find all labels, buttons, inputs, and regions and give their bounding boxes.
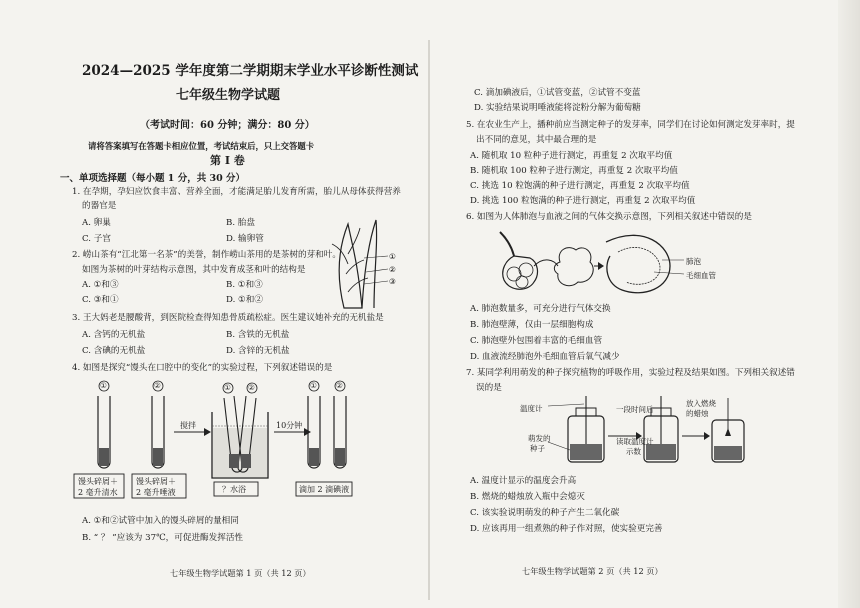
bath-label: ？水浴 — [222, 485, 246, 494]
q2-option-a: A. ①和③ — [82, 280, 119, 290]
seeds-label-2: 种子 — [530, 444, 545, 453]
section-heading: 一、单项选择题（每小题 1 分，共 30 分） — [60, 173, 246, 184]
seeds-label-1: 萌发的 — [528, 434, 551, 443]
tube-mark-2: ② — [154, 381, 161, 390]
leaf-bud-figure — [318, 214, 398, 310]
q7-option-b: B. 燃烧的蜡烛放入瓶中会熄灭 — [470, 492, 585, 502]
q2-stem-line1: 2. 崂山茶有“江北第一名茶”的美誉，制作崂山茶用的是茶树的芽和叶。 — [72, 250, 341, 260]
q4-option-a: A. ①和②试管中加入的馒头碎屑的量相同 — [82, 516, 239, 526]
q4-option-c: C. 滴加碘液后，①试管变蓝，②试管不变蓝 — [474, 88, 641, 98]
candle-label-2: 的蜡烛 — [686, 409, 709, 418]
q7-option-c: C. 该实验说明萌发的种子产生二氧化碳 — [470, 508, 620, 518]
exam-subtitle: 七年级生物学试题 — [176, 88, 281, 103]
q1-stem-line1: 1. 在孕期，孕妇应饮食丰富、营养全面，才能满足胎儿发育所需，胎儿从母体获得营养 — [72, 187, 401, 197]
q3-option-a: A. 含钙的无机盐 — [82, 330, 146, 340]
time-label: 10分钟 — [276, 421, 303, 430]
q3-option-c: C. 含碘的无机盐 — [82, 346, 146, 356]
q7-stem-line2: 误的是 — [476, 383, 502, 393]
q4-option-b: B. “ ？ ”应该为 37℃，可促进酶发挥活性 — [82, 533, 244, 543]
capillary-label: 毛细血管 — [686, 271, 716, 280]
tube-mark-1b: ① — [224, 383, 231, 392]
q3-stem: 3. 王大妈老是腰酸背，到医院检查得知患骨质疏松症。医生建议她补充的无机盐是 — [72, 313, 384, 323]
tube-mark-2c: ② — [336, 381, 343, 390]
alveoli-figure — [494, 226, 694, 298]
q1-option-b: B. 胎盘 — [226, 218, 255, 228]
q4-option-d: D. 实验结果说明唾液能将淀粉分解为葡萄糖 — [474, 103, 641, 113]
q2-option-d: D. ①和② — [226, 295, 263, 305]
alveolus-label: 肺泡 — [686, 257, 701, 266]
tube-mark-2b: ② — [248, 383, 255, 392]
q7-stem-line1: 7. 某同学利用萌发的种子探究植物的呼吸作用，实验过程及结果如图。下列相关叙述错 — [466, 368, 795, 378]
read-label-1: 读取温度计 — [616, 437, 654, 446]
page1-footer: 七年级生物学试题第 1 页（共 12 页） — [170, 568, 311, 578]
q1-stem-line2: 的器官是 — [82, 201, 117, 211]
box1-line2: 2 毫升清水 — [78, 488, 118, 497]
q3-option-b: B. 含铁的无机盐 — [226, 330, 290, 340]
q2-stem-line2: 如图为茶树的叶芽结构示意图，其中发育成茎和叶的结构是 — [82, 265, 306, 275]
q6-option-d: D. 血液流经肺泡外毛细血管后氧气减少 — [470, 352, 620, 362]
box2-line1: 馒头碎屑＋ — [136, 477, 176, 486]
q5-stem-line2: 出不同的意见，其中最合理的是 — [476, 135, 597, 145]
box2-line2: 2 毫升唾液 — [136, 488, 176, 497]
q1-option-a: A. 卵巢 — [82, 218, 111, 228]
q6-option-b: B. 肺泡壁薄，仅由一层细胞构成 — [470, 320, 594, 330]
right-page — [430, 0, 838, 608]
exam-info: （考试时间：60 分钟；满分：80 分） — [140, 120, 315, 131]
iodine-label: 滴加 2 滴碘液 — [299, 485, 350, 494]
q5-option-d: D. 挑选 100 粒饱满的种子进行测定，再重复 2 次取平均值 — [470, 196, 696, 206]
exam-title: 2024—2025 学年度第二学期期末学业水平诊断性测试 — [82, 63, 419, 79]
q1-option-d: D. 输卵管 — [226, 234, 264, 244]
tube-mark-1: ① — [100, 381, 107, 390]
bud-mark-2: ② — [389, 265, 396, 274]
q1-option-c: C. 子宫 — [82, 234, 111, 244]
q2-option-c: C. ③和① — [82, 295, 119, 305]
q5-option-b: B. 随机取 100 粒种子进行测定，再重复 2 次取平均值 — [470, 166, 678, 176]
page2-footer: 七年级生物学试题第 2 页（共 12 页） — [522, 566, 663, 576]
q5-option-c: C. 挑选 10 粒饱满的种子进行测定，再重复 2 次取平均值 — [470, 181, 690, 191]
q4-stem: 4. 如图是探究“馒头在口腔中的变化”的实验过程，下列叙述错误的是 — [72, 363, 333, 373]
q5-stem-line1: 5. 在农业生产上，播种前应当测定种子的发芽率，同学们在讨论如何测定发芽率时，提 — [466, 120, 795, 130]
q6-stem: 6. 如图为人体肺泡与血液之间的气体交换示意图，下列相关叙述中错误的是 — [466, 212, 752, 222]
q6-option-a: A. 肺泡数量多，可充分进行气体交换 — [470, 304, 611, 314]
exam-notice: 请将答案填写在答题卡相应位置，考试结束后，只上交答题卡 — [88, 141, 315, 151]
bud-mark-3: ③ — [389, 277, 396, 286]
box1-line1: 馒头碎屑＋ — [78, 477, 118, 486]
wait-label: 一段时间后 — [616, 405, 654, 414]
q7-option-a: A. 温度计显示的温度会升高 — [470, 476, 577, 486]
q2-option-b: B. ①和③ — [226, 280, 263, 290]
stir-label: 搅拌 — [180, 421, 196, 430]
part-heading: 第 I 卷 — [210, 154, 245, 167]
tube-mark-1c: ① — [310, 381, 317, 390]
read-label-2: 示数 — [626, 447, 641, 456]
thermometer-label: 温度计 — [520, 404, 543, 413]
q7-option-d: D. 应该再用一组煮熟的种子作对照，使实验更完善 — [470, 524, 663, 534]
page-edge — [838, 0, 860, 608]
bud-mark-1: ① — [389, 252, 396, 261]
q5-option-a: A. 随机取 10 粒种子进行测定，再重复 2 次取平均值 — [470, 151, 673, 161]
q3-option-d: D. 含锌的无机盐 — [226, 346, 290, 356]
q6-option-c: C. 肺泡壁外包围着丰富的毛细血管 — [470, 336, 603, 346]
candle-label-1: 放入燃烧 — [686, 399, 716, 408]
